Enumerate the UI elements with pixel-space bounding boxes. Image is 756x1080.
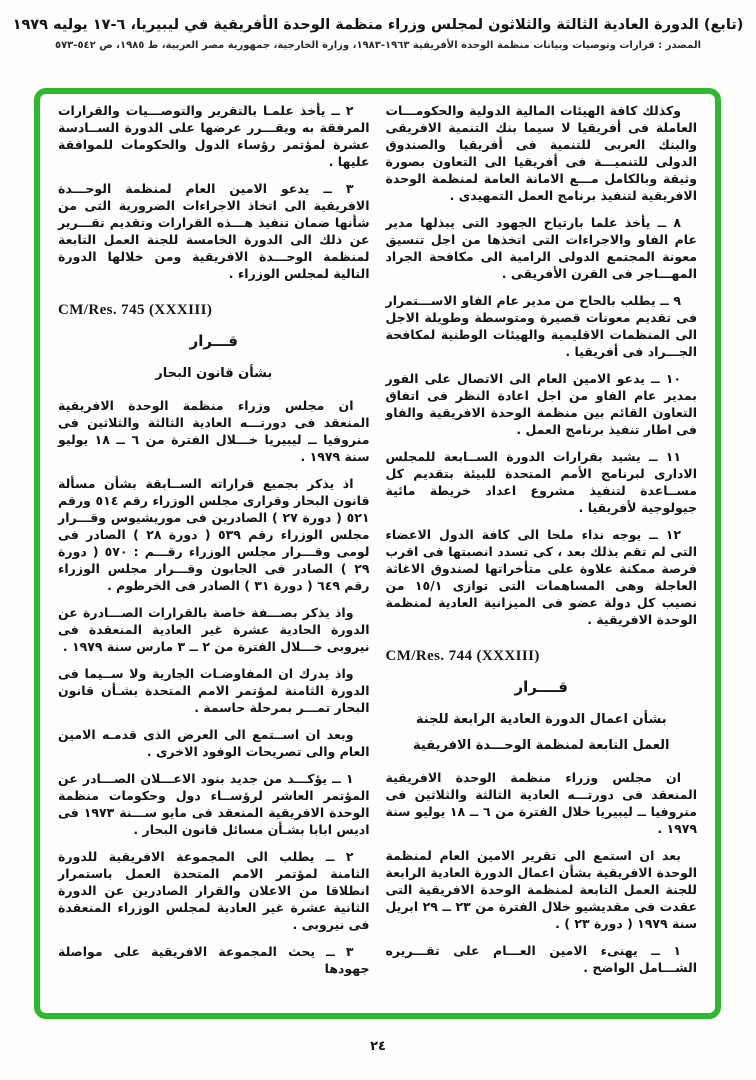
paragraph-item-11: ١١ ــ يشيد بقرارات الدورة الســابعة للمجلس الادارى لبرنامج الأمم المتحدة للبيئة بتقديم كل مســاعدة لتنفيذ مشروع اعداد خريطة مائية جيولوجية لأفريقيا . [385, 449, 697, 515]
paragraph-item-10: ١٠ ــ يدعو الامين العام الى الاتصال على الفور بمدير عام الفاو من اجل اعادة النظر فى اتفاق التعاون القائم بين منظمة الوحدة الافريقية والفاو فى اطار تنفيذ برنامج العمل . [385, 371, 697, 437]
paragraph-item-9: ٩ ــ يطلب بالحاح من مدير عام الفاو الاســـتمرار فى تقديم معونات قصيرة ومتوسطة وطويلة الاجل الى المنظمات الاقليمية والهيئات الوطنية لمكافحة الجـــراد فى أفريقيا . [385, 293, 697, 359]
paragraph-item-8: ٨ ــ يأخذ علما بارتياح الجهود التى يبذلها مدير عام الفاو والاجراءات التى اتخذها من اجل تنسيق معونة المجتمع الدولى الرامية الى مكافحة الجراد المهـــاجر فى القرن الأفريقى . [385, 215, 697, 281]
column-right [386, 102, 698, 1007]
paragraph-preamble-1: ان مجلس وزراء منظمة الوحدة الافريقية المنعقد فى دورتـــه العادية الثالثة والثلاثين فى منروفيا ــ ليبيريا خـــلال الفترة من ٦ ــ ١٨ يوليو سنة ١٩٧٩ . [58, 398, 370, 464]
page-number: ٢٤ [370, 1039, 386, 1054]
paragraph-preamble-2: بعد ان استمع الى تقرير الامين العام لمنظمة الوحدة الافريقية بشأن اعمال الدورة العادية الرابعة للجنة العمل التابعة لمنظمة الوحدة الافريقية التى عقدت فى مقديشيو خلال الفترة من ٢٣ ــ ٢٩ ابريل سنة ١٩٧٩ ( دورة ٢٣ ) . [385, 848, 697, 931]
column-left [58, 102, 370, 1007]
resolution-745-subject: بشأن قانون البحار [155, 366, 273, 381]
page-header [0, 0, 756, 51]
paragraph-continuation: وكذلك كافة الهيئات المالية الدولية والحكومـــات العاملة فى أفريقيا لا سيما بنك التنمية الافريقى والبنك العربى للتنمية فى أفريقيا والصندوق الدولى للتنميـــة فى أفريقيا الى التعاون بصورة وثيقة وبالكامل مـــع الامانة العامة لمنظمة الوحدة الافريقية لتنفيذ برنامج العمل التمهيدى . [385, 103, 697, 203]
resolution-code-745: CM/Res. 745 (XXXIII) [58, 302, 213, 318]
paragraph-recalling: اذ يذكر بجميع قراراته الســابقة بشأن مسألة قانون البحار وقرارى مجلس الوزراء رقم ٥١٤ ورقم ٥٢١ ( دورة ٢٧ ) الصادرين فى موريشيوس وقـــرار مجلس الوزراء رقم ٥٣٩ ( دورة ٢٨ ) الصادر فى لومى وقـــرار مجلس الوزراء رقـــم : ٥٧٠ ( دورة ٢٩ ) الصادر فى الجابون وقـــرار مجلس الوزراء رقم ٦٤٩ ( دورة ٣١ ) الصادر فى الخرطوم . [58, 476, 370, 593]
paragraph-preamble-1: ان مجلس وزراء منظمة الوحدة الافريقية المنعقد فى دورتـــه العادية الثالثة والثلاثين فى منروفيا ــ ليبيريا خلال الفترة من ٦ ــ ١٨ يوليو سنة ١٩٧٩ . [385, 770, 697, 836]
resolution-744-subject-2: العمل التابعة لمنظمة الوحـــدة الافريقية [413, 738, 670, 753]
paragraph-having-heard: وبعد ان اســتمع الى العرض الذى قدمـه الامين العام والى تصريحات الوفود الاخرى . [58, 727, 370, 759]
paragraph-item-3b: ٣ ــ يحث المجموعة الافريقية على مواصلة جهودها [58, 944, 370, 976]
paragraph-aware: واذ يدرك ان المفاوضـات الجارية ولا ســيما فى الدورة الثامنة لمؤتمر الامم المتحدة بشـأن قانون البحار تمـــر بمرحلة حاسمة . [58, 666, 370, 715]
paragraph-item-2b: ٢ ــ يطلب الى المجموعة الافريقية للدورة الثامنة لمؤتمر الامم المتحدة العمل باستمرار انطلاقا من الاعلان والقرار الصادرين عن الدورة الثانية عشرة غير العادية لمجلس الوزراء المنعقدة فى نيروبى . [58, 849, 370, 932]
source-line: المصدر : قرارات وتوصيات وبيانات منظمة الوحدة الأفريقية ١٩٦٣-١٩٨٣، وزارة الخارجية، جمهورية مصر العربية، ط ١٩٨٥، ص ٥٤٢-٥٧٣ [54, 40, 702, 51]
text-columns [58, 102, 697, 1007]
resolution-code-744: CM/Res. 744 (XXXIII) [385, 648, 540, 664]
session-title: (تابع) الدورة العادية الثالثة والثلاثون لمجلس وزراء منظمة الوحدة الأفريقية في ليبيريا، ٦-١٧ يوليه ١٩٧٩ [12, 17, 744, 33]
resolution-744-title: قــــرار [514, 678, 568, 696]
paragraph-recalling-2: واذ يذكر بصـــفة خاصة بالقرارات الصـــادرة عن الدورة الحادية عشرة غير العادية المنعقدة فى نيروبى خـــلال الفترة من ٢ ــ ٣ مارس سنة ١٩٧٩ . [58, 605, 370, 654]
highlight-frame [34, 88, 721, 1019]
paragraph-item-1: ١ ــ يهنىء الامين العـــام على تقـــريره الشـــامل الواضح . [385, 943, 697, 975]
resolution-745-title: قـــرار [189, 332, 238, 350]
resolution-744-subject-1: بشأن اعمال الدورة العادية الرابعة للجنة [415, 712, 667, 727]
paragraph-item-3: ٣ ــ يدعو الامين العام لمنظمة الوحـــدة الافريقية الى اتخاذ الاجراءات الضرورية التى من شأنها ضمان تنفيذ هـــذه القرارات وتقديم تقـــرير عن ذلك الى الدورة الخامسة للجنة العمل التابعة لمنظمة الوحـــدة الافريقية ومن خلالها الدورة التالية لمجلس الوزراء . [58, 181, 370, 281]
paragraph-item-1: ١ ــ يؤكـــد من جديد بنود الاعـــلان الصـــادر عن المؤتمر العاشر لرؤســاء دول وحكومات منظمة الوحدة الافريقية المنعقد فى مايو ســـنة ١٩٧٣ فى اديس ابابا بشـأن مسائل قانون البحار . [58, 771, 370, 837]
paragraph-item-12: ١٢ ــ يوجه نداء ملحا الى كافة الدول الاعضاء التى لم تقم بذلك بعد ، كى تسدد انصبتها فى اقرب فرصة ممكنة علاوة على متأخراتها لصندوق الاغاثة العاجلة وهى المساهمات التى توازى ١٥/١ من نصيب كل دولة عضو فى الميزانية العادية لمنظمة الوحدة الافريقية . [385, 527, 698, 627]
paragraph-item-2: ٢ ــ يأخذ علمـا بالتقرير والتوصـــيات والقرارات المرفقة به ويقـــرر عرضها على الدورة الســادسة عشرة لمؤتمر رؤساء الدول والحكومات للموافقة عليها . [58, 103, 370, 169]
